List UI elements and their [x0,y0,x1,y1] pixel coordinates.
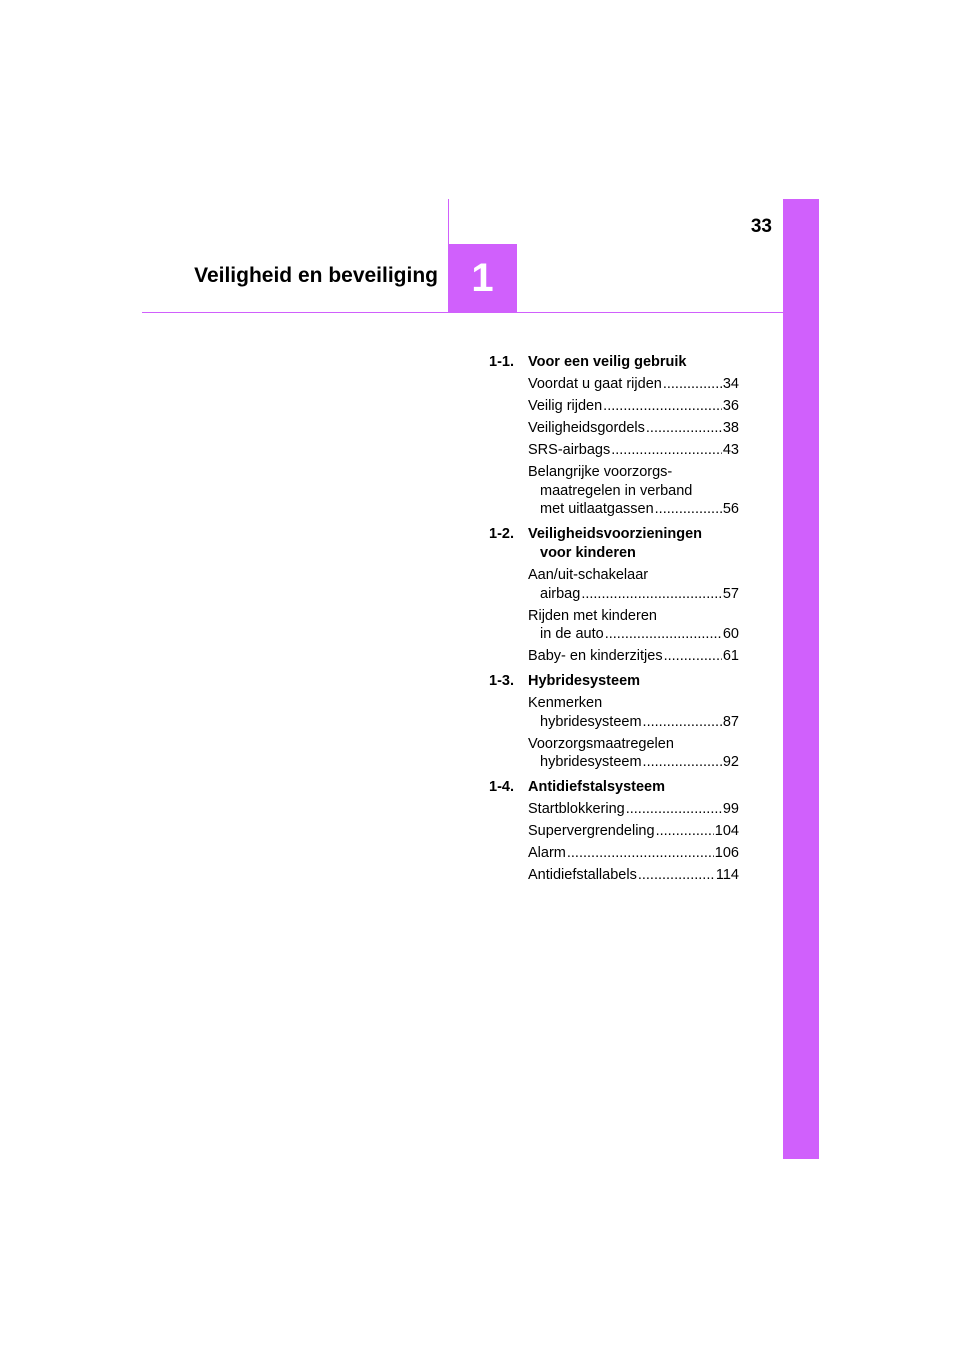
toc-section [489,525,739,672]
toc-entry[interactable] [489,647,739,666]
toc-entry[interactable] [489,822,739,841]
entry-page-number: 99 [722,801,739,817]
dot-leader [626,800,722,819]
toc-entry[interactable] [489,735,739,772]
section-number: 1-2. [489,526,514,542]
section-number: 1-1. [489,354,514,370]
entry-line-with-page [528,844,739,863]
entry-line-with-page [528,500,739,519]
toc-entry[interactable] [489,463,739,519]
toc-entry[interactable] [489,800,739,819]
entry-title-line: Alarm [528,845,566,861]
entry-page-number: 87 [722,713,739,730]
entry-title-line: in de auto [540,626,604,642]
entry-title-line: Belangrijke voorzorgs- [528,464,673,480]
toc-section [489,672,739,778]
header-vertical-rule [448,199,449,245]
entry-line-with-page [528,866,739,885]
chapter-number-box: 1 [448,244,517,313]
entry-line-with-page [528,375,739,394]
entry-line-with-page [528,397,739,416]
entry-page-number: 92 [722,754,739,770]
section-number: 1-4. [489,779,514,795]
entry-title-line: Veiligheidsgordels [528,420,645,436]
entry-line-with-page [528,585,739,604]
table-of-contents [489,353,739,891]
entry-title-line: Voordat u gaat rijden [528,376,662,392]
section-number: 1-3. [489,673,514,689]
entry-page-number: 61 [722,648,739,664]
dot-leader [605,625,722,644]
entry-line-with-page [528,753,739,772]
entry-title-line: hybridesysteem [540,713,642,730]
dot-leader [581,585,722,604]
section-title-line: Veiligheidsvoorzieningen [528,526,703,542]
entry-line-with-page [528,713,739,732]
dot-leader [646,419,722,438]
entry-page-number: 43 [722,442,739,458]
section-heading [489,353,739,372]
toc-entry[interactable] [489,397,739,416]
entry-title-line: Veilig rijden [528,398,603,414]
entry-line-with-page [528,647,739,666]
section-heading [489,778,739,797]
dot-leader [643,713,722,732]
entry-page-number: 106 [714,845,739,861]
dot-leader [663,375,722,394]
page-number: 33 [750,216,772,237]
toc-section [489,353,739,525]
section-title-line: Antidiefstalsysteem [528,779,665,795]
entry-line-with-page [528,800,739,819]
entry-title-line: SRS-airbags [528,442,611,458]
entry-title-line: airbag [540,585,581,602]
entry-title-line: Antidiefstallabels [528,867,637,883]
entry-page-number: 104 [714,823,739,839]
dot-leader [664,647,722,666]
entry-title-line: Aan/uit-schakelaar [528,567,649,583]
chapter-title: Veiligheid en beveiliging [194,264,438,287]
entry-page-number: 60 [722,626,739,642]
entry-page-number: 38 [722,420,739,436]
entry-page-number: 36 [722,398,739,414]
entry-title-line: Rijden met kinderen [528,607,657,624]
section-heading [489,525,739,563]
entry-page-number: 57 [722,585,739,602]
section-gap [489,888,739,891]
toc-entry[interactable] [489,844,739,863]
entry-line-with-page [528,419,739,438]
entry-title-line: maatregelen in verband [540,482,693,499]
toc-entry[interactable] [489,419,739,438]
toc-entry[interactable] [489,375,739,394]
toc-entry[interactable] [489,694,739,731]
entry-title-line: Voorzorgsmaatregelen [528,735,674,752]
section-title-line: Voor een veilig gebruik [528,354,687,370]
entry-page-number: 114 [715,867,739,883]
entry-page-number: 34 [722,376,739,392]
entry-title-line: Kenmerken [528,695,603,711]
toc-entry[interactable] [489,566,739,603]
toc-entry[interactable] [489,607,739,644]
dot-leader [655,500,722,519]
entry-title-line: Supervergrendeling [528,823,655,839]
section-title-line: voor kinderen [540,545,636,561]
entry-title-line: Baby- en kinderzitjes [528,648,663,664]
dot-leader [567,844,714,863]
dot-leader [611,441,722,460]
section-title-line: Hybridesysteem [528,673,641,689]
entry-title-line: hybridesysteem [540,754,642,770]
toc-entry[interactable] [489,866,739,885]
toc-section [489,778,739,891]
dot-leader [656,822,714,841]
entry-title-line: Startblokkering [528,801,625,817]
entry-line-with-page [528,441,739,460]
entry-page-number: 56 [722,501,739,517]
entry-line-with-page [528,625,739,644]
toc-entry[interactable] [489,441,739,460]
entry-line-with-page [528,822,739,841]
section-heading [489,672,739,691]
side-chapter-tab [783,199,819,1159]
dot-leader [638,866,715,885]
dot-leader [643,753,722,772]
dot-leader [603,397,722,416]
entry-title-line: met uitlaatgassen [540,501,654,517]
